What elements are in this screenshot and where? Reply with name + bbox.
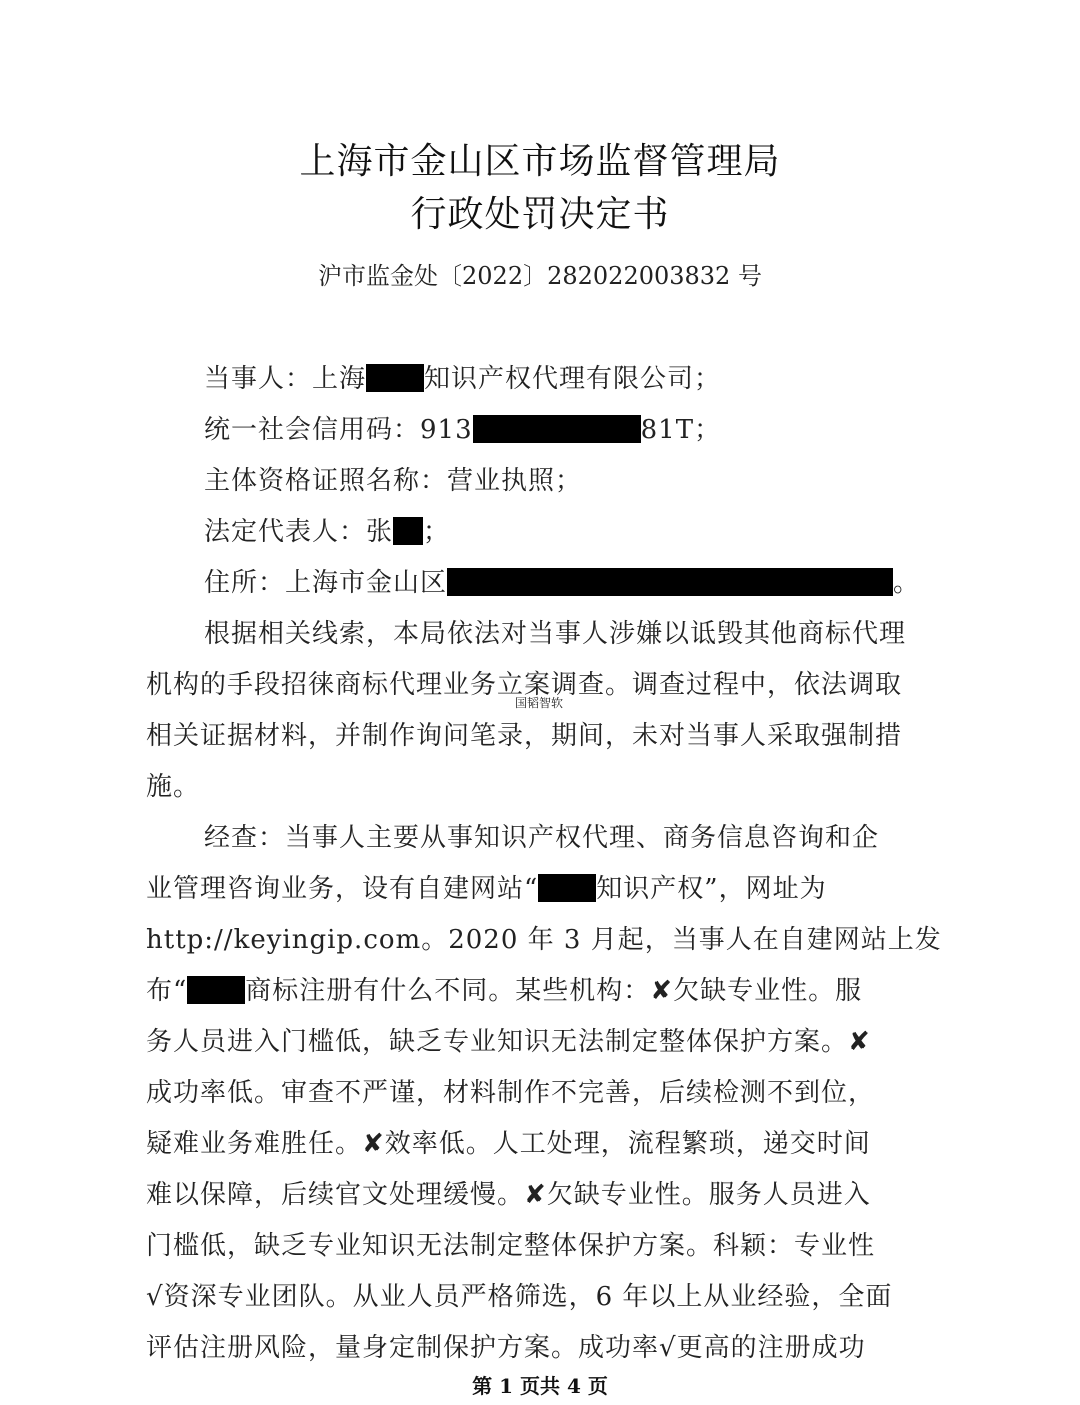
paragraph-line: √资深专业团队。从业人员严格筛选，6 年以上从业经验，全面 bbox=[146, 1282, 893, 1312]
paragraph-line: 相关证据材料，并制作询问笔录，期间，未对当事人采取强制措 bbox=[146, 721, 903, 751]
redaction-block bbox=[447, 568, 893, 596]
legal-rep-suffix: ； bbox=[423, 517, 451, 547]
credit-code-prefix: 统一社会信用码：913 bbox=[204, 415, 473, 445]
redaction-block bbox=[366, 364, 424, 392]
paragraph-line: 门槛低，缺乏专业知识无法制定整体保护方案。科颖：专业性 bbox=[146, 1231, 876, 1261]
paragraph-line: 根据相关线索，本局依法对当事人涉嫌以诋毁其他商标代理 bbox=[204, 619, 907, 649]
redaction-block bbox=[538, 874, 596, 902]
party-name-suffix: 知识产权代理有限公司； bbox=[424, 364, 722, 394]
website-suffix: 知识产权”，网址为 bbox=[596, 874, 827, 904]
paragraph-line: 成功率低。审查不严谨，材料制作不完善，后续检测不到位， bbox=[146, 1078, 876, 1108]
paragraph-line: 机构的手段招徕商标代理业务立案调查。调查过程中，依法调取 bbox=[146, 670, 903, 700]
credit-code-suffix: 81T； bbox=[640, 415, 722, 445]
document-number: 沪市监金处〔2022〕282022003832 号 bbox=[318, 262, 762, 290]
paragraph-line: 经查：当事人主要从事知识产权代理、商务信息咨询和企 bbox=[204, 823, 880, 853]
party-name-line bbox=[204, 358, 721, 395]
paragraph-line: 评估注册风险，量身定制保护方案。成功率√更高的注册成功 bbox=[146, 1333, 866, 1363]
publish-prefix: 布“ bbox=[146, 976, 188, 1006]
paragraph-line bbox=[146, 868, 827, 905]
watermark-text: 国韬智软 bbox=[515, 696, 564, 710]
address-line bbox=[204, 562, 920, 599]
address-prefix: 住所：上海市金山区 bbox=[204, 568, 448, 598]
redaction-block bbox=[473, 415, 641, 443]
website-prefix: 业管理咨询业务，设有自建网站“ bbox=[146, 874, 539, 904]
paragraph-line: http://keyingip.com。2020 年 3 月起，当事人在自建网站上发 bbox=[146, 925, 942, 955]
address-suffix: 。 bbox=[893, 568, 921, 598]
redaction-block bbox=[187, 976, 245, 1004]
redaction-block bbox=[393, 517, 423, 545]
paragraph-line: 疑难业务难胜任。✘效率低。人工处理，流程繁琐，递交时间 bbox=[146, 1129, 871, 1159]
party-name-prefix: 当事人：上海 bbox=[204, 364, 367, 394]
document-subtitle: 行政处罚决定书 bbox=[410, 194, 670, 235]
paragraph-line: 难以保障，后续官文处理缓慢。✘欠缺专业性。服务人员进入 bbox=[146, 1180, 871, 1210]
legal-rep-prefix: 法定代表人：张 bbox=[204, 517, 394, 547]
credit-code-line bbox=[204, 409, 721, 446]
paragraph-line: 务人员进入门槛低，缺乏专业知识无法制定整体保护方案。✘ bbox=[146, 1027, 871, 1057]
page-footer: 第 1 页共 4 页 bbox=[472, 1374, 608, 1398]
paragraph-line: 施。 bbox=[146, 772, 201, 802]
legal-rep-line bbox=[204, 511, 450, 548]
publish-suffix: 商标注册有什么不同。某些机构：✘欠缺专业性。服 bbox=[245, 976, 863, 1006]
document-title: 上海市金山区市场监督管理局 bbox=[299, 141, 781, 182]
paragraph-line bbox=[146, 970, 862, 1007]
license-line: 主体资格证照名称：营业执照； bbox=[204, 466, 583, 496]
